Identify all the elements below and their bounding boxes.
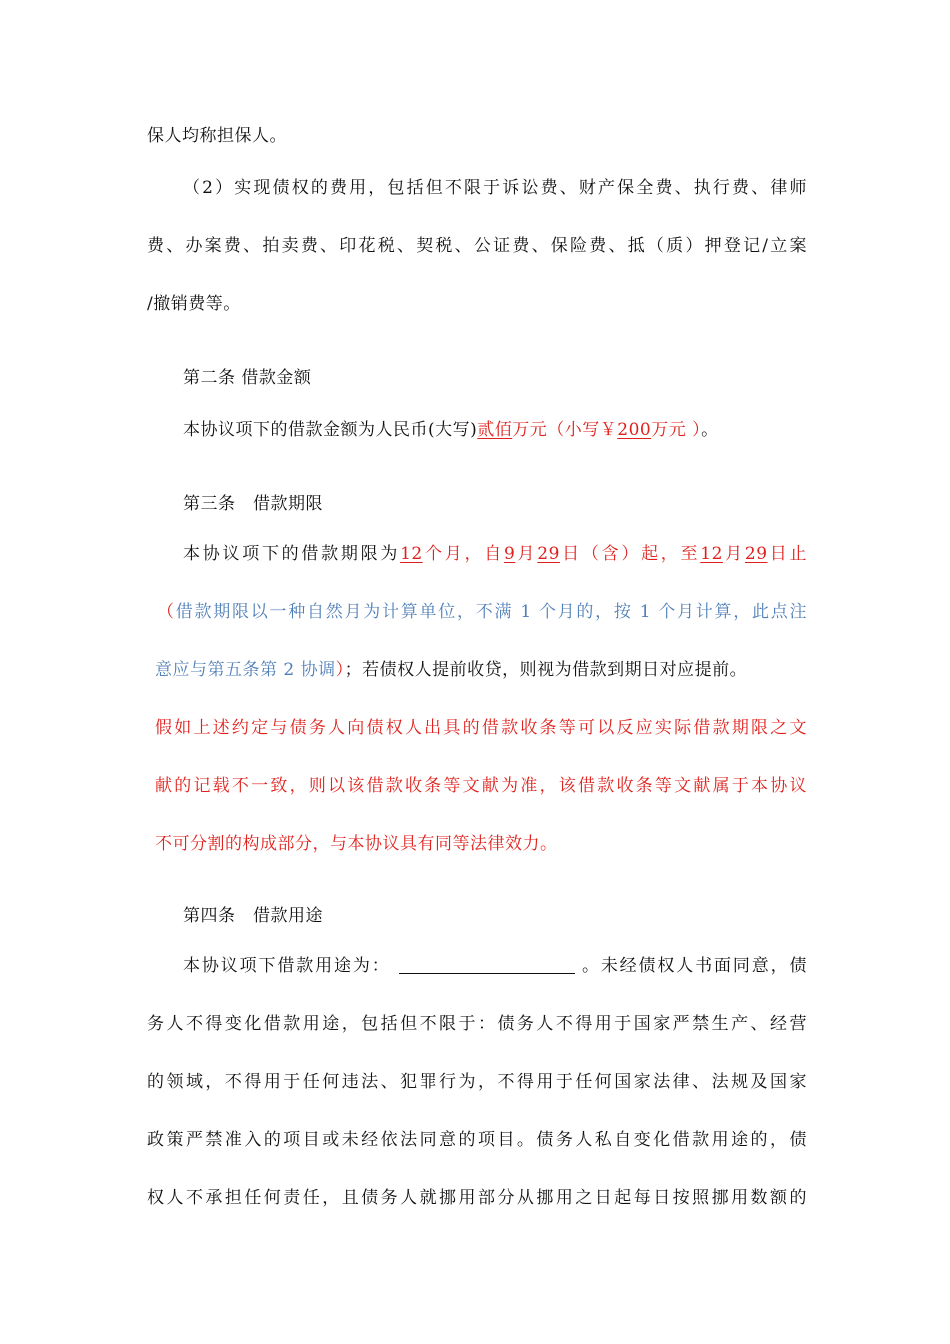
article-2-paragraph [183,418,807,442]
article-3-red-line: 不可分割的构成部分，与本协议具有同等法律效力。 [155,834,558,854]
text-run: 万元（小写￥ [512,420,618,440]
text-line: 务人不得变化借款用途，包括但不限于：债务人不得用于国家严禁生产、经营 [147,1014,807,1034]
article-3-note-line [157,600,807,624]
text-line: （2）实现债权的费用，包括但不限于诉讼费、财产保全费、执行费、律师 [183,178,807,198]
text-run: 月 [515,544,538,564]
text-run: 月 [722,544,745,564]
text-run: 日止 [767,544,808,564]
amount-chinese: 贰佰 [477,420,513,440]
article-3-term-line [183,542,807,566]
text-line: /撤销费等。 [147,294,241,314]
article-2-heading: 第二条 借款金额 [183,368,312,388]
text-run: 本协议项下的借款金额为人民币(大写) [183,420,478,440]
text-run: 个月，自 [422,544,504,564]
start-day: 29 [537,544,560,564]
note-text: 意应与第五条第 2 协调 [155,660,336,680]
text-line: 政策严禁准入的项目或未经依法同意的项目。债务人私自变化借款用途的，债 [147,1130,807,1150]
article-3-note-line [155,658,807,682]
text-line: 费、办案费、拍卖费、印花税、契税、公证费、保险费、抵（质）押登记/立案 [147,236,807,256]
text-run: 日（含）起，至 [559,544,701,564]
text-run: 万元 ） [651,420,702,440]
text-run: ；若债权人提前收贷，则视为借款到期日对应提前。 [344,660,748,680]
article-4-purpose-line [183,954,807,978]
text-line: 保人均称担保人。 [147,126,287,146]
text-line: 权人不承担任何责任，且债务人就挪用部分从挪用之日起每日按照挪用数额的 [147,1188,807,1208]
amount-number: 200 [617,420,652,440]
note-text: 借款期限以一种自然月为计算单位，不满 1 个月的，按 1 个月计算，此点注 [175,602,807,622]
months-value: 12 [400,544,423,564]
purpose-blank [399,955,575,974]
article-3-red-line: 献的记载不一致，则以该借款收条等文献为准，该借款收条等文献属于本协议 [155,776,807,796]
text-run: 本协议项下借款用途为： [183,956,391,976]
start-month: 9 [503,544,516,564]
article-3-red-line: 假如上述约定与债务人向债权人出具的借款收条等可以反应实际借款期限之文 [155,718,807,738]
text-run: 。未经债权人书面同意，债 [580,956,808,976]
text-run: 。 [701,420,719,440]
article-3-heading: 第三条 借款期限 [183,494,323,514]
end-day: 29 [744,544,768,564]
note-open: （ [157,602,176,622]
note-close: ） [335,660,345,680]
text-line: 的领域，不得用于任何违法、犯罪行为，不得用于任何国家法律、法规及国家 [147,1072,807,1092]
end-month: 12 [700,544,723,564]
article-4-heading: 第四条 借款用途 [183,906,323,926]
text-run: 本协议项下的借款期限为 [183,544,401,564]
